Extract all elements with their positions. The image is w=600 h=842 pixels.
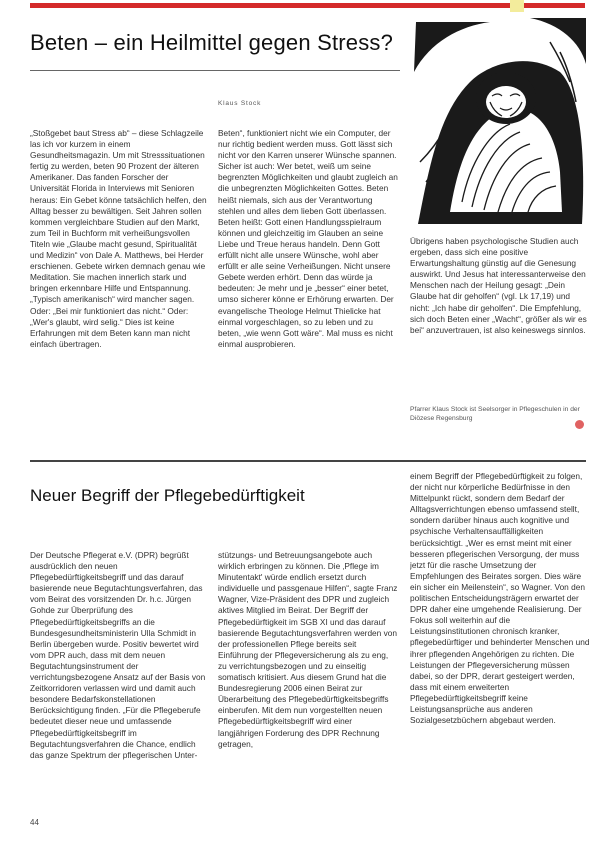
article1-column-2 — [218, 128, 398, 423]
article2-col2-text: stützungs- und Betreuungsangebote auch wirklich erbringen zu können. Die ‚Pflege im Minutentakt' würde endlich ersetzt durch individuelle und passgenaue Hilfen“, sagte Franz Wagner, Vize-Präsident des DPR und zugleich aktives Mitglied im Beirat. Der Begriff der Pflegebedürftigkeit im SGB XI und das darauf basierende Begutachtungsverfahren werden von der professionellen Pflege bereits seit Einführung der Pflegeversicherung als zu eng, zu verrichtungsbezogen und zu einseitig somatisch kritisiert. Aus diesem Grund hat die Bundesregierung 2006 einen Beirat zur Überarbeitung des Pflegebedürftigkeitsbegriffs einberufen. Mit dem nun vorgestellten neuen Pflegebedürftigkeitsbegriff wird einer langjährigen Forderung des DPR Rechnung getragen, — [218, 550, 398, 749]
article2-title: Neuer Begriff der Pflegebedürftigkeit — [30, 486, 305, 505]
article2-col3-text: einem Begriff der Pflegebedürftigkeit zu folgen, der nicht nur körperliche Bedürfnisse in den Mittelpunkt rückt, sondern dem Bedarf der Alltagsverrichtungen ebenso umfassend stellt, sondern darüber hinaus auch kognitive und psychische Verhaltensauffälligkeiten berücksichtigt. „Wer es ernst meint mit einer besseren pflegerischen Versorgung, der muss jetzt für die rasche Umsetzung der Empfehlungen des Beirates sorgen. Dies wäre ein sicher ein Meilenstein“, so Wagner. Von den politischen Entscheidungsträgern erwartet der DPR daher eine umgehende Realisierung. Der Fokus soll weiterhin auf die Leistungsinstitutionen chronisch kranker, pflegebedürftiger und behinderter Menschen und ihrer pflegenden Angehörigen zu richten. Die Leistungen der Pflegeversicherung müssen dabei, so der DPR, derart gesteigert werden, dass mit einem erweiterten Pflegebedürftigkeitsbegriff keine Leistungsansprüche aus anderen Sozialgesetzbüchern abgebaut werden. — [410, 471, 590, 726]
article1-col3-text: Übrigens haben psychologische Studien auch ergeben, dass sich eine positive Erwartungshaltung günstig auf die Genesung auswirkt. Und Jesus hat interessanterweise den Menschen nach der Heilung gesagt: „Dein Glaube hat dir geholfen“ (vgl. Lk 17,19) und nicht: „Ich habe dir geholfen“. Die Empfehlung, sich doch Beten einer „Wacht“, größer als wir es bei“ anzuvertrauen, ist also keineswegs sinnlos. — [410, 236, 587, 335]
article2-column-1 — [30, 550, 206, 832]
article1-column-3 — [410, 236, 590, 406]
woodcut-illustration — [410, 12, 588, 234]
title-rule — [30, 70, 400, 71]
article2-column-2 — [218, 550, 398, 832]
article1-title: Beten – ein Heilmittel gegen Stress? — [30, 30, 394, 55]
article-end-mark — [575, 420, 584, 429]
article2-column-3 — [410, 471, 590, 831]
author-note: Pfarrer Klaus Stock ist Seelsorger in Pflegeschulen in der Diözese Regensburg — [410, 406, 580, 422]
top-accent-bar — [30, 3, 585, 8]
page-number: 44 — [30, 818, 39, 827]
article1-column-1 — [30, 128, 208, 423]
article1-col2-text: Beten“, funktioniert nicht wie ein Computer, der nur richtig bedient werden muss. Gott lässt sich nicht vor den Karren unserer Wünsche spannen. Sicher ist auch: Wer betet, weiß um seine begrenzten Möglichkeiten und glaubt zugleich an die unbegrenzten Möglichkeiten Gottes. Beten heißt niemals, sich aus der Verantwortung stehlen und alles dem lieben Gott überlassen. Beten heißt: Gott einen Handlungsspielraum können und gleichzeitig im Glauben an seine Liebe und Treue heraus handeln. Denn Gott erfüllt nicht alle unsere Wünsche, wohl aber erfüllt er alle seine Verheißungen. Nicht unsere Gebete werden erhört. Denn das würde ja bedeuten: Je mehr und je „besser“ einer betet, umso sicherer könne er Erhörung erwarten. Der evangelische Theologe Helmut Thielicke hat einmal vorgeschlagen, so zu leben und zu beten, „wie wenn Gott wäre“. Mal muss es nicht einmal ausprobieren. — [218, 128, 398, 349]
article1-author: Klaus Stock — [218, 100, 262, 107]
article2-col1-text: Der Deutsche Pflegerat e.V. (DPR) begrüßt ausdrücklich den neuen Pflegebedürftigkeitsbegriff und das darauf basierende neue Begutachtungsverfahren, das vom Beirat des vorsitzenden Dr. h.c. Jürgen Gohde zur Überprüfung des Pflegebedürftigkeitsbegriffs an die Bundesgesundheitsministerin Ulla Schmidt in Berlin übergeben wurde. Positiv bewertet wird vom DPR auch, dass mit dem neuen Begutachtungsinstrument der verrichtungsbezogene Ansatz auf der Basis von Zeitkorridoren verlassen wird und damit auch besondere Bedarfskonstellationen Berücksichtigung finden. „Für die Pflegeberufe bedeutet dieser neue und umfassende Pflegebedürftigkeitsbegriff im Begutachtungsverfahren die Chance, endlich das ganze Spektrum der pflegerischen Unter- — [30, 550, 206, 760]
article-separator — [30, 460, 586, 462]
article1-col1-text: „Stoßgebet baut Stress ab“ – diese Schlagzeile las ich vor kurzem in einem Gesundheitsmagazin. Um mit Stresssituationen fertig zu werden, beten 90 Prozent der älteren Amerikaner. Das fanden Forscher der Universität Florida in Interviews mit Senioren heraus: Ein Gebet könne tatsächlich helfen, den Alltag besser zu bewältigen. Seit Jahren sollen kommen vergleichbare Studien auf den Markt, zum Teil in Buchform mit verheißungsvollen Titeln wie „Glaube macht gesund, Spiritualität und Medizin“ von Dale A. Matthews, bei Herder erschienen. Gebete wirken demnach genau wie Meditation. Sie machen innerlich stark und bringen erkennbare Hilfe und Entspannung. „Typisch amerikanisch“ wird mancher sagen. Oder: „Bei mir funktioniert das nicht.“ Oder: „Wer's glaubt, wird selig.“ Dies ist keine Erfahrungen mit dem Beten kann man nicht einfach übertragen. — [30, 128, 207, 349]
